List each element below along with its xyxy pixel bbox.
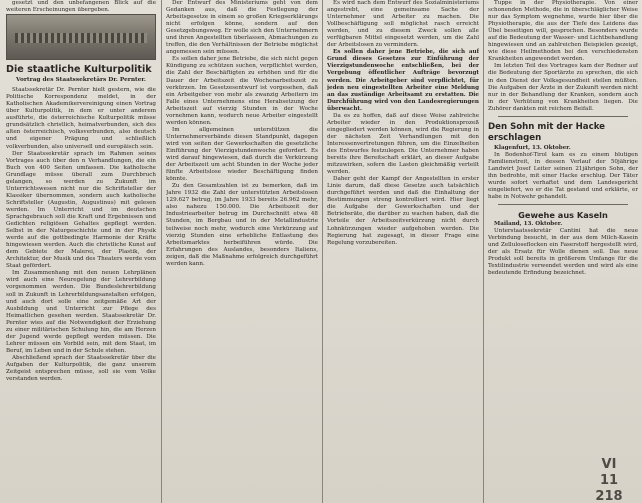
column-4: [488, 0, 638, 278]
article-separator: [498, 116, 628, 117]
article-paragraph: Es wird nach dem Entwurf des Sozialministeriums angestrebt, eine gemeinsame Sache der Unternehmer und Arbeiter zu machen. Die Vollbeschäftigung soll möglichst rasch erreicht werden, und zu diesem Zweck sollen alle verfügbaren Mittel eingesetzt werden, um die Zahl der Arbeitslosen zu vermindern.: [327, 0, 479, 49]
article-headline-hacke: Den Sohn mit der Hacke erschlagen: [488, 121, 606, 143]
column-divider: [483, 0, 484, 503]
archive-stamp: VI 11 218: [595, 457, 623, 503]
column-divider: [161, 0, 162, 503]
article-separator: [498, 204, 628, 205]
article-paragraph: In Bodenhof-Tirol kam es zu einem blutigen Familienstreit, in dessen Verlauf der 50jährige Landwirt Josef Leiter seinen 21jährigen Sohn, der ihn bedrohte, mit einer Hacke erschlug. Der Täter wurde sofort verhaftet und dem Landesgericht eingeliefert, wo er die Tat gestand und erklärte, er habe in Notwehr gehandelt.: [488, 151, 638, 201]
column-1-top-text: gesetzt und den unbefangenen Blick auf die weiteren Erscheinungen übergeben.: [6, 0, 156, 14]
article-paragraph-emphasis: Es sollen daher jene Betriebe, die sich auf Grund dieses Gesetzes zur Einführung der Vierzigstundenwoche entschließen, bei der Vergebung öffentlicher Aufträge bevorzugt werden. Die Arbeitgeber sind verpflichtet, für jeden neu eingestellten Arbeiter eine Meldung an das zuständige Arbeitsamt zu erstatten. Die Durchführung wird von den Landesregierungen überwacht.: [327, 49, 479, 112]
article-paragraph: Daher geht der Kampf der Angestellten in erster Linie darum, daß diese Gesetze auch tatsächlich durchgeführt werden und daß die Einhaltung der Bestimmungen streng kontrolliert wird. Hier liegt die Aufgabe der Gewerkschaften und der Betriebsräte, die darüber zu wachen haben, daß die Vorteile der Arbeitszeitverkürzung nicht durch Lohnkürzungen wieder aufgehoben werden. Die Regierung hat zugesagt, in dieser Frage eine Regelung vorzubereiten.: [327, 176, 479, 246]
article-paragraph: Im letzten Teil des Vortrages kam der Redner auf die Bedeutung der Sportärzte zu sprechen, die sich in den Dienst der Volksgesundheit stellen müßten. Die Aufgaben der Ärzte in der Zukunft werden nicht nur in der Behandlung der Kranken, sondern auch in der Verhütung von Krankheiten liegen. Die Zuhörer dankten mit reichem Beifall.: [488, 63, 638, 112]
article-paragraph: Unterstaatssekretär Cantini hat die neue Verbindung besucht, in der aus dem Milch-Kasein und Zelluloseflocken ein Faserstoff hergestellt wird, der als Ersatz für Wolle dienen soll. Das neue Produkt soll bereits in größerem Umfange für die Textilindustrie verwendet werden und wird als eine bedeutende Erfindung bezeichnet.: [488, 228, 638, 277]
landscape-photo: [6, 14, 156, 60]
article-paragraph: Der Entwurf des Ministeriums geht von dem Gedanken aus, daß die Festlegung der Arbeitsgesetze in einem so großen Kriegserklärungs nicht erfolgen könne, sondern auf den Gesetzgebungsweg. Er wolle sich den Unternehmern und ihren Angestellten überlassen, Abmachungen zu treffen, die den Verhältnissen der Betriebe möglichst angemessen sein müssen.: [166, 0, 318, 56]
column-divider: [322, 0, 323, 503]
article-paragraph: Im Zusammenhang mit den neuen Lehrplänen wird auch eine Neuregelung der Lehrerbildung vorgenommen werden. Die Bundeslehrerbildung soll in Zukunft in Lehrerbildungsanstalten erfolgen, und auch dort solle eine zeitgemäße Art der Ausbildung und Unterricht zur Pflege des Heimatlichen gesehen werden. Staatssekretär Dr. Pernter wies auf die Notwendigkeit der Erziehung zu einer militärischen Schulung hin, die am Herzen der Jugend werde gepflegt werden müssen. Die Lehrer müssen ein Vorbild sein, mit dem Staat, im Beruf, im Leben und in der Schule stehen.: [6, 270, 156, 354]
column-3: [327, 0, 479, 247]
article-paragraph: Staatssekretär Dr. Pernter hielt gestern, wie die Politische Korrespondenz meldet, in der Katholischen Akademikervereinigung einen Vortrag über Kulturpolitik, in dem er unter anderem ausführte, die österreichische Kulturpolitik müsse grundsätzlich christlich, heimatverbunden, sich des alten österreichisch, volksverbunden, also deutsch und eigener Prägung und schließlich volkverbunden, also universell und europäisch sein.: [6, 87, 156, 150]
column-2: [166, 0, 318, 268]
article-dateline: Klagenfurt, 13. Oktober.: [494, 144, 571, 151]
article-paragraph: Es sollen daher jene Betriebe, die sich nicht gegen Kündigung zu schützen suchen, verpflichtet werden, die Zahl der Beschäftigten zu erhöhen und für die Dauer der Arbeitszeit die Wochenarbeitszeit zu verkürzen. Im Gesetzesentwurf ist vorgesehen, daß ein Arbeitgeber von mehr als zwanzig Arbeitern im Falle eines Unternehmens eine Herabsetzung der Arbeitszeit auf vierzig Stunden in der Woche vornehmen kann, wodurch neue Arbeiter eingestellt werden können.: [166, 56, 318, 126]
article-paragraph: Abschließend sprach der Staatssekretär über die Aufgaben der Kulturpolitik, die ganz unserem Zeitgeist entsprechen müsse, soll sie vom Volke verstanden werden.: [6, 354, 156, 383]
article-headline-kaseln: Gewehe aus Kaseln: [518, 210, 608, 221]
article-paragraph: Da es zu hoffen, daß auf diese Weise zahlreiche Arbeiter wieder in den Produktionsprozeß eingegliedert werden können, wird die Regierung in der nächsten Zeit Verhandlungen mit den Interessenvertretungen führen, um die Einzelheiten des Entwurfes festzulegen. Die Unternehmer haben bereits ihre Bereitschaft erklärt, an dieser Aufgabe mitzuwirken, sofern die Lasten gleichmäßig verteilt werden.: [327, 112, 479, 176]
article-paragraph: Der Staatssekretär sprach im Rahmen seines Vortrages auch über den n Verhandlungen, die ein Buch von 400 Seiten umfassen. Die katholische Grundlage müsse überall zum Durchbruch gelangen, so werden zu Zukunft im Unterrichtswesen nicht nur die Schriftsteller der Klassiker übernommen, sondern auch katholische Schriftsteller (Augustin, Augustinus) mit gelesen werden. Im Unterricht und im deutschen Sprachgebrauch soll die Kraft und Ergebnissen und Gedichten religiösen Gehaltes gepflegt werden. Selbst in der Naturgeschichte und in der Physik werde auf die gottbedingte Harmonie der Kräfte hingewiesen werden. Auch die christliche Kunst auf dem Gebiete der Malerei, der Plastik, der Architektur, der Musik und des Theaters werde vom Staat gefördert.: [6, 150, 156, 270]
article-paragraph: Tuppe in der Physiotherapie. Von einer schonenden Methode, die in überschläglicher Weise nur das Symptom wegnehme, wurde hier über die Physiotherapie, die aus der Tiefe des Leidens das Übel beseitigen will, gesprochen. Besonders wurde auf die Bedeutung der Wasser- und Lichtbehandlung hingewiesen und an zahlreichen Beispielen gezeigt, wie diese Heilmethoden bei den verschiedensten Krankheiten angewendet werden.: [488, 0, 638, 63]
article-headline-kulturpolitik: Die staatliche Kulturpolitik: [6, 64, 152, 76]
article-dateline: Mailand, 13. Oktober.: [494, 221, 563, 228]
article-paragraph: Zu den Gesamtzahlen ist zu bemerken, daß im Jahre 1932 die Zahl der unterstützten Arbeitslosen 129.627 betrug, im Jahre 1933 bereits 26.962 mehr, also nahezu 150.000. Die Arbeitszeit der Industriearbeiter betrug im Durchschnitt etwa 48 Stunden, im Bergbau und in der Metallindustrie teilweise noch mehr, wodurch eine Verkürzung auf vierzig Stunden eine erhebliche Entlastung des Arbeitsmarktes herbeiführen würde. Die Erfahrungen des Auslandes, besonders Italiens, zeigen, daß die Maßnahme erfolgreich durchgeführt werden kann.: [166, 183, 318, 267]
column-1: [6, 0, 156, 383]
article-paragraph: Im allgemeinen unterstützen die Unternehmerverbände diesen Standpunkt, dagegen wird von seiten der Gewerkschaften die gesetzliche Einführung der Vierzigstundenwoche gefordert. Es wird darauf hingewiesen, daß durch die Verkürzung der Arbeitszeit um acht Stunden in der Woche jeder fünfte Arbeitslose wieder Beschäftigung finden könnte.: [166, 126, 318, 183]
article-subtitle: Vortrag des Staatssekretärs Dr. Pernter.: [16, 77, 146, 84]
